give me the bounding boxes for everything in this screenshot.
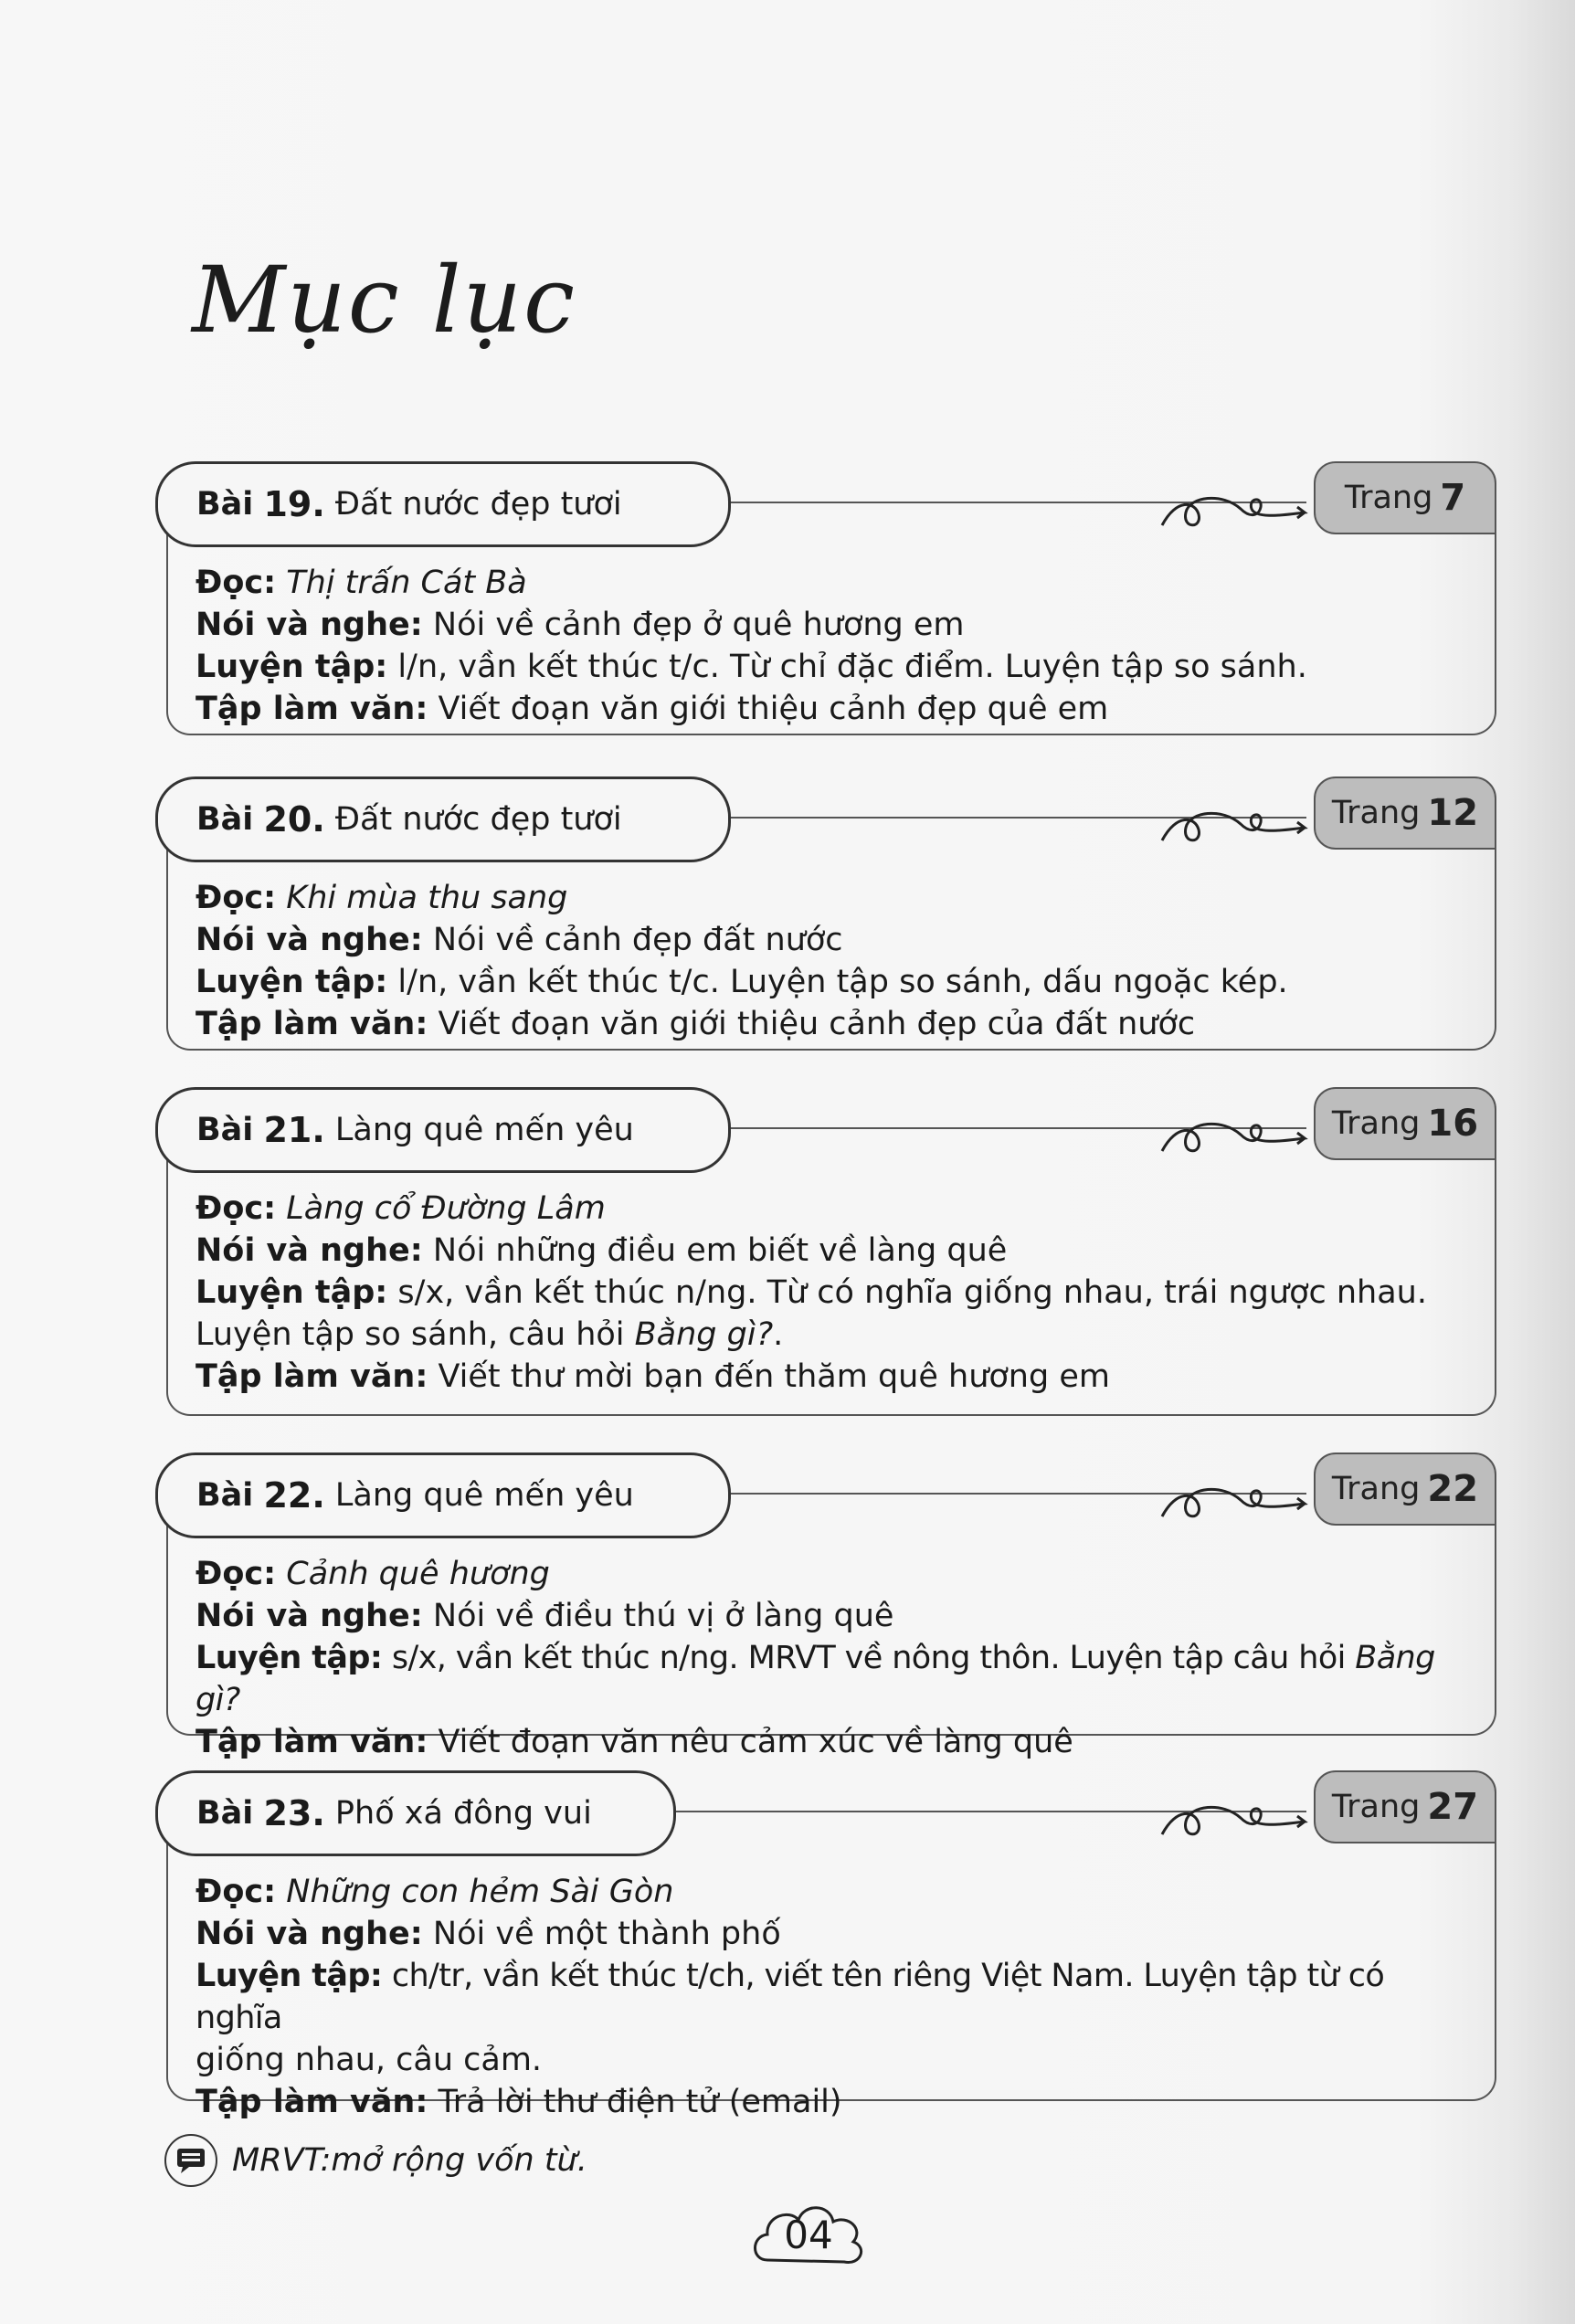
- luyen-row: [196, 1272, 1451, 1314]
- page-ref-number: 12: [1427, 792, 1479, 834]
- doc-text: Khi mùa thu sang: [286, 880, 568, 916]
- page-title: Mục lục: [192, 247, 576, 354]
- swirl-ornament-icon: [1158, 1105, 1314, 1158]
- page-ref-badge: [1314, 461, 1496, 534]
- luyen-label: Luyện tập:: [196, 1640, 383, 1676]
- luyen-text-cont: Luyện tập so sánh, câu hỏi: [196, 1316, 635, 1353]
- noi-text: Nói về cảnh đẹp đất nước: [432, 922, 843, 958]
- luyen-text: ch/tr, vần kết thúc t/ch, viết tên riêng Việt Nam. Luyện tập từ có nghĩa: [196, 1958, 1385, 2036]
- note-abbreviation: MRVT:: [232, 2142, 332, 2179]
- tap-row: [196, 2081, 1478, 2123]
- noi-text: Nói về điều thú vị ở làng quê: [432, 1598, 894, 1634]
- lesson-number: 19.: [263, 484, 325, 524]
- doc-label: Đọc:: [196, 880, 277, 916]
- lesson-prefix: Bài: [196, 486, 254, 523]
- doc-row: [196, 1188, 1451, 1230]
- page-number: [749, 2196, 868, 2273]
- doc-row: [196, 877, 1451, 919]
- page-ref-number: 16: [1427, 1103, 1479, 1145]
- luyen-text-cont: giống nhau, câu cảm.: [196, 2042, 543, 2078]
- lesson-content: [196, 562, 1451, 730]
- luyen-text: l/n, vần kết thúc t/c. Từ chỉ đặc điểm. Luyện tập so sánh.: [397, 649, 1307, 685]
- luyen-italic: Bằng gì?: [196, 1640, 1435, 1718]
- doc-text: Làng cổ Đường Lâm: [286, 1190, 606, 1227]
- tap-row: [196, 1003, 1451, 1045]
- tap-label: Tập làm văn:: [196, 1006, 428, 1042]
- trang-label: Trang: [1331, 1471, 1421, 1507]
- luyen-label: Luyện tập:: [196, 649, 388, 685]
- lesson-content: [196, 1188, 1451, 1398]
- page-ref-number: 7: [1440, 477, 1466, 519]
- page-ref-badge: [1314, 1087, 1496, 1160]
- doc-row: [196, 562, 1451, 604]
- page-ref-number: 27: [1427, 1786, 1479, 1828]
- noi-row: [196, 1913, 1478, 1955]
- luyen-row-cont: [196, 1314, 1451, 1356]
- lesson-title-pill: [155, 1770, 676, 1856]
- noi-text: Nói về một thành phố: [432, 1916, 781, 1952]
- noi-label: Nói và nghe:: [196, 607, 423, 643]
- tap-row: [196, 688, 1451, 730]
- lesson-number: 22.: [263, 1475, 325, 1516]
- note-text: mở rộng vốn từ.: [331, 2142, 587, 2179]
- noi-label: Nói và nghe:: [196, 922, 423, 958]
- tap-label: Tập làm văn:: [196, 1358, 428, 1395]
- luyen-text: l/n, vần kết thúc t/c. Luyện tập so sánh, dấu ngoặc kép.: [397, 964, 1288, 1000]
- luyen-row: [196, 646, 1451, 688]
- doc-label: Đọc:: [196, 1190, 277, 1227]
- doc-label: Đọc:: [196, 1874, 277, 1910]
- speech-bubble-icon: [164, 2134, 217, 2187]
- luyen-row: [196, 961, 1451, 1003]
- lesson-name: Đất nước đẹp tươi: [334, 486, 622, 523]
- lesson-title-pill: [155, 1452, 731, 1538]
- lesson-19: [155, 461, 1496, 735]
- tap-text: Viết đoạn văn giới thiệu cảnh đẹp quê em: [438, 691, 1109, 727]
- noi-text: Nói những điều em biết về làng quê: [432, 1232, 1008, 1269]
- luyen-label: Luyện tập:: [196, 1274, 388, 1311]
- noi-label: Nói và nghe:: [196, 1232, 423, 1269]
- page-ref-badge: [1314, 776, 1496, 850]
- swirl-ornament-icon: [1158, 480, 1314, 533]
- lesson-content: [196, 1553, 1478, 1763]
- doc-row: [196, 1553, 1478, 1595]
- luyen-italic: Bằng gì?: [634, 1316, 774, 1353]
- noi-row: [196, 919, 1451, 961]
- lesson-number: 23.: [263, 1793, 325, 1833]
- luyen-row: [196, 1955, 1478, 2039]
- noi-row: [196, 1230, 1451, 1272]
- lesson-22: [155, 1452, 1496, 1760]
- luyen-text: s/x, vần kết thúc n/ng. MRVT về nông thôn. Luyện tập câu hỏi: [391, 1640, 1356, 1676]
- lesson-21: [155, 1087, 1496, 1416]
- noi-text: Nói về cảnh đẹp ở quê hương em: [432, 607, 965, 643]
- swirl-ornament-icon: [1158, 1471, 1314, 1524]
- luyen-row: [196, 1637, 1478, 1721]
- trang-label: Trang: [1331, 1789, 1421, 1825]
- tap-row: [196, 1721, 1478, 1763]
- page-ref-number: 22: [1427, 1468, 1479, 1510]
- tap-row: [196, 1356, 1451, 1398]
- doc-row: [196, 1871, 1478, 1913]
- page-ref-badge: [1314, 1770, 1496, 1843]
- lesson-name: Làng quê mến yêu: [334, 1477, 634, 1514]
- luyen-label: Luyện tập:: [196, 964, 388, 1000]
- tap-text: Viết thư mời bạn đến thăm quê hương em: [438, 1358, 1110, 1395]
- lesson-content: [196, 877, 1451, 1045]
- lesson-number: 20.: [263, 799, 325, 840]
- noi-label: Nói và nghe:: [196, 1598, 423, 1634]
- abbreviation-note: [164, 2134, 587, 2187]
- tap-label: Tập làm văn:: [196, 1724, 428, 1760]
- doc-text: Thị trấn Cát Bà: [286, 565, 527, 601]
- noi-row: [196, 604, 1451, 646]
- noi-row: [196, 1595, 1478, 1637]
- lesson-name: Làng quê mến yêu: [334, 1112, 634, 1148]
- lesson-title-pill: [155, 461, 731, 547]
- luyen-row-cont: [196, 2039, 1478, 2081]
- lesson-prefix: Bài: [196, 1795, 254, 1832]
- doc-text: Những con hẻm Sài Gòn: [286, 1874, 674, 1910]
- lesson-name: Đất nước đẹp tươi: [334, 801, 622, 838]
- lesson-20: [155, 776, 1496, 1051]
- swirl-ornament-icon: [1158, 1789, 1314, 1842]
- trang-label: Trang: [1331, 1105, 1421, 1142]
- tap-text: Trả lời thư điện tử (email): [438, 2084, 842, 2120]
- lesson-prefix: Bài: [196, 1112, 254, 1148]
- page-number-text: 04: [784, 2212, 833, 2257]
- trang-label: Trang: [1344, 480, 1433, 516]
- lesson-prefix: Bài: [196, 801, 254, 838]
- lesson-name: Phố xá đông vui: [334, 1795, 592, 1832]
- swirl-ornament-icon: [1158, 795, 1314, 848]
- doc-label: Đọc:: [196, 1556, 277, 1592]
- tap-text: Viết đoạn văn giới thiệu cảnh đẹp của đất nước: [438, 1006, 1196, 1042]
- noi-label: Nói và nghe:: [196, 1916, 423, 1952]
- page-ref-badge: [1314, 1452, 1496, 1526]
- lesson-prefix: Bài: [196, 1477, 254, 1514]
- lesson-title-pill: [155, 1087, 731, 1173]
- lesson-number: 21.: [263, 1110, 325, 1150]
- trang-label: Trang: [1331, 795, 1421, 831]
- doc-text: Cảnh quê hương: [286, 1556, 550, 1592]
- lesson-title-pill: [155, 776, 731, 862]
- luyen-post: .: [773, 1316, 784, 1353]
- tap-label: Tập làm văn:: [196, 2084, 428, 2120]
- doc-label: Đọc:: [196, 565, 277, 601]
- lesson-content: [196, 1871, 1478, 2123]
- luyen-label: Luyện tập:: [196, 1958, 383, 1994]
- lesson-23: [155, 1770, 1496, 2120]
- luyen-text: s/x, vần kết thúc n/ng. Từ có nghĩa giống nhau, trái ngược nhau.: [397, 1274, 1427, 1311]
- tap-text: Viết đoạn văn nêu cảm xúc về làng quê: [438, 1724, 1073, 1760]
- tap-label: Tập làm văn:: [196, 691, 428, 727]
